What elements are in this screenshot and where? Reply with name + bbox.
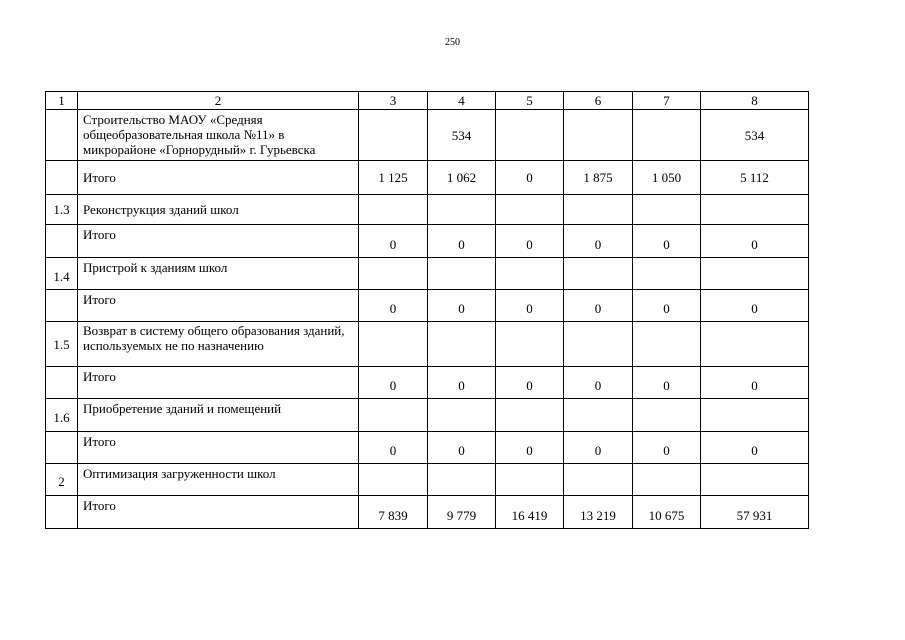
- value-cell: [564, 464, 633, 496]
- row-number: [46, 110, 78, 161]
- value-cell: 0: [701, 225, 809, 258]
- table-row: [46, 110, 809, 161]
- value-cell: [496, 195, 564, 225]
- row-name: Приобретение зданий и помещений: [78, 399, 359, 432]
- page-number: 250: [445, 37, 460, 48]
- value-cell: 1 125: [359, 161, 428, 195]
- value-cell: [633, 195, 701, 225]
- value-cell: 0: [633, 432, 701, 464]
- row-number: 2: [46, 464, 78, 496]
- value-cell: [633, 322, 701, 367]
- header-cell: 5: [496, 92, 564, 110]
- value-cell: [359, 399, 428, 432]
- value-cell: 0: [496, 161, 564, 195]
- value-cell: 0: [564, 367, 633, 399]
- value-cell: 0: [359, 367, 428, 399]
- row-number: 1.3: [46, 195, 78, 225]
- header-cell: 2: [78, 92, 359, 110]
- value-cell: 0: [428, 432, 496, 464]
- value-cell: [564, 258, 633, 290]
- value-cell: 534: [428, 110, 496, 161]
- value-cell: [564, 322, 633, 367]
- row-number: 1.6: [46, 399, 78, 432]
- row-name: Пристрой к зданиям школ: [78, 258, 359, 290]
- value-cell: 0: [633, 367, 701, 399]
- value-cell: [359, 258, 428, 290]
- value-cell: [496, 464, 564, 496]
- value-cell: 10 675: [633, 496, 701, 529]
- budget-table: [45, 91, 809, 529]
- value-cell: 0: [633, 290, 701, 322]
- table-row: [46, 195, 809, 225]
- value-cell: 534: [701, 110, 809, 161]
- table-row-total: [46, 367, 809, 399]
- value-cell: 0: [496, 432, 564, 464]
- table-row: [46, 322, 809, 367]
- table-row: [46, 258, 809, 290]
- value-cell: [359, 464, 428, 496]
- row-number: [46, 496, 78, 529]
- value-cell: 0: [564, 432, 633, 464]
- value-cell: [564, 399, 633, 432]
- row-name: Итого: [78, 225, 359, 258]
- value-cell: 0: [359, 432, 428, 464]
- value-cell: 7 839: [359, 496, 428, 529]
- value-cell: [701, 464, 809, 496]
- row-number: 1.4: [46, 258, 78, 290]
- value-cell: 0: [359, 290, 428, 322]
- value-cell: 1 050: [633, 161, 701, 195]
- value-cell: 0: [701, 367, 809, 399]
- value-cell: 0: [496, 225, 564, 258]
- value-cell: 5 112: [701, 161, 809, 195]
- value-cell: 1 062: [428, 161, 496, 195]
- header-cell: 1: [46, 92, 78, 110]
- value-cell: 0: [564, 290, 633, 322]
- value-cell: [496, 322, 564, 367]
- value-cell: [428, 322, 496, 367]
- value-cell: [428, 258, 496, 290]
- header-cell: 7: [633, 92, 701, 110]
- row-name: Итого: [78, 161, 359, 195]
- table-row-total: [46, 290, 809, 322]
- value-cell: 57 931: [701, 496, 809, 529]
- table-row: [46, 399, 809, 432]
- header-cell: 8: [701, 92, 809, 110]
- value-cell: [496, 399, 564, 432]
- value-cell: 0: [428, 290, 496, 322]
- value-cell: [633, 464, 701, 496]
- value-cell: 0: [564, 225, 633, 258]
- value-cell: [496, 110, 564, 161]
- value-cell: 13 219: [564, 496, 633, 529]
- value-cell: 16 419: [496, 496, 564, 529]
- table-row: [46, 464, 809, 496]
- row-name: Возврат в систему общего образования зданий, используемых не по назначению: [78, 322, 359, 367]
- value-cell: [701, 399, 809, 432]
- header-cell: 6: [564, 92, 633, 110]
- table-row-total: [46, 496, 809, 529]
- value-cell: 0: [428, 367, 496, 399]
- row-name: Строительство МАОУ «Средняя общеобразовательная школа №11» в микрорайоне «Горнорудный» г. Гурьевска: [78, 110, 359, 161]
- value-cell: 0: [359, 225, 428, 258]
- row-name: Оптимизация загруженности школ: [78, 464, 359, 496]
- value-cell: [701, 258, 809, 290]
- value-cell: [633, 258, 701, 290]
- row-name: Итого: [78, 290, 359, 322]
- row-number: [46, 367, 78, 399]
- value-cell: [496, 258, 564, 290]
- value-cell: [564, 110, 633, 161]
- value-cell: 0: [496, 290, 564, 322]
- table-row-total: [46, 432, 809, 464]
- value-cell: 0: [428, 225, 496, 258]
- value-cell: [564, 195, 633, 225]
- row-name: Итого: [78, 432, 359, 464]
- header-cell: 4: [428, 92, 496, 110]
- table-row-total: [46, 161, 809, 195]
- value-cell: [359, 322, 428, 367]
- table-row-total: [46, 225, 809, 258]
- row-name: Реконструкция зданий школ: [78, 195, 359, 225]
- value-cell: 9 779: [428, 496, 496, 529]
- value-cell: 1 875: [564, 161, 633, 195]
- row-number: [46, 161, 78, 195]
- header-cell: 3: [359, 92, 428, 110]
- value-cell: 0: [701, 290, 809, 322]
- value-cell: [633, 399, 701, 432]
- row-name: Итого: [78, 367, 359, 399]
- row-name: Итого: [78, 496, 359, 529]
- header-row: [46, 92, 809, 110]
- row-number: [46, 432, 78, 464]
- value-cell: [359, 110, 428, 161]
- value-cell: 0: [701, 432, 809, 464]
- value-cell: [359, 195, 428, 225]
- value-cell: [428, 464, 496, 496]
- value-cell: 0: [633, 225, 701, 258]
- row-number: [46, 290, 78, 322]
- value-cell: [701, 195, 809, 225]
- row-number: [46, 225, 78, 258]
- value-cell: [428, 195, 496, 225]
- value-cell: [428, 399, 496, 432]
- row-number: 1.5: [46, 322, 78, 367]
- value-cell: [633, 110, 701, 161]
- value-cell: [701, 322, 809, 367]
- value-cell: 0: [496, 367, 564, 399]
